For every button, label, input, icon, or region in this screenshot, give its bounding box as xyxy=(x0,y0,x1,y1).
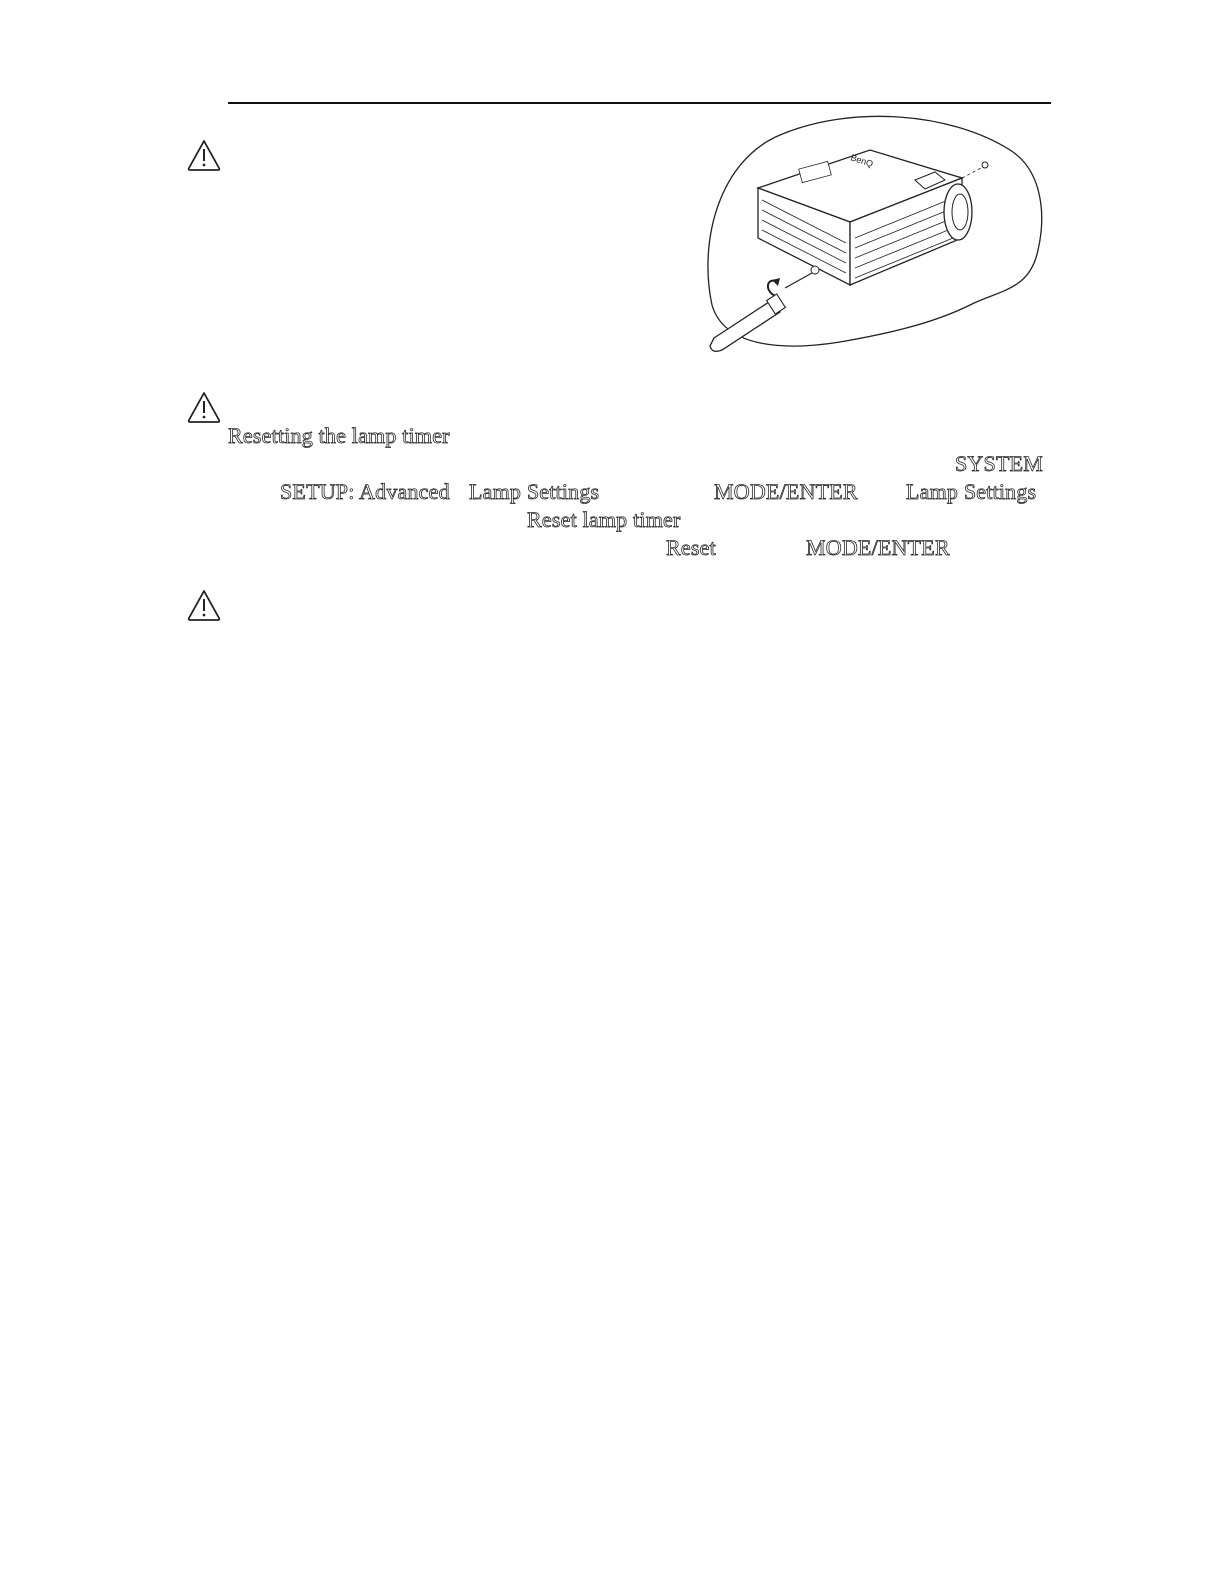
menu-reset-lamp-timer: Reset lamp timer xyxy=(527,507,681,532)
svg-text:BenQ: BenQ xyxy=(849,152,875,170)
warning-icon xyxy=(186,390,222,424)
menu-lamp-settings: Lamp Settings xyxy=(469,479,600,504)
warning-icon xyxy=(186,138,222,172)
projector-screwdriver-illustration xyxy=(700,110,1050,360)
menu-system: SYSTEM xyxy=(955,451,1043,476)
menu-lamp-settings: Lamp Settings xyxy=(906,479,1037,504)
header-rule xyxy=(228,102,1051,104)
option-reset: Reset xyxy=(666,535,716,560)
key-mode-enter: MODE/ENTER xyxy=(806,535,950,560)
key-mode-enter: MODE/ENTER xyxy=(714,479,858,504)
menu-setup-advanced: SETUP: Advanced xyxy=(280,479,450,504)
warning-icon xyxy=(186,588,222,622)
section-heading: Resetting the lamp timer xyxy=(228,423,450,448)
